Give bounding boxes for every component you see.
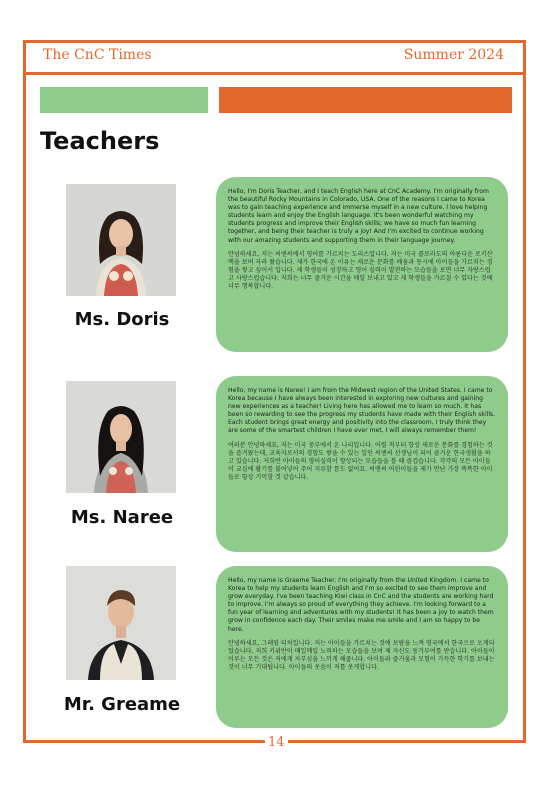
bio-english: Hello, I'm Doris Teacher, and I teach English here at CnC Academy. I'm originally from the beautiful Rocky Mountains in Colorado, USA. One of the reasons I came to Korea was to gain teaching experience and immerse myself in a new culture. I love helping students learn and enjoy the English language. It's been wonderful watching my students progress and improve their English skills; we have so much fun learning together, and being their teacher is truly a joy! And I'm excited to continue working with our amazing students and supporting them in their language journey. xyxy=(228,188,489,244)
bio-english: Hello, my name is Graeme Teacher. I'm originally from the United Kingdom. I came to Korea to help my students learn English and I'm so excited to see them improve and grow everyday. I've been teaching Kiwi class in CnC and the students are working hard to improve. I'm always so proud of everything they achieve. I'm looking forward to a fun year of learning and adventures with my students! It has been a joy to watch them grow in confidence each day. Their smiles make me smile and I am so happy to be here. xyxy=(228,577,494,633)
green-accent-bar xyxy=(40,87,208,113)
teacher-photo-doris xyxy=(66,184,176,296)
teacher-photo-greame xyxy=(66,566,176,680)
teacher-name: Mr. Greame xyxy=(63,694,181,715)
teacher-bio-bubble xyxy=(216,376,508,552)
teacher-photo-naree xyxy=(66,381,176,493)
teacher-bio-bubble xyxy=(216,566,508,728)
bio-korean: 여러분 안녕하세요, 저는 미국 중부에서 온 나리입니다. 어릴 적부터 항상 새로운 문화를 경험하는 것을 즐겨왔는데, 교육자로서의 경험도 쌓을 수 있는 일인 씨앤씨 선생님이 되어 즐거운 한국생활을 하고 있습니다. 저희반 아이들의 영어실력이 향상되는 모습들을 볼 때 즐겁습니다. 각각의 모든 아이들이 교실에 활기를 불어넣어 주어 지루할 틈도 없어요. 씨앤씨 어린이들을 제가 만난 가장 똑똑한 아이들로 항상 기억할 것 같습니다. xyxy=(228,441,493,481)
teacher-bio-bubble xyxy=(216,177,508,352)
bio-korean: 안녕하세요, 그레임 티처입니다. 저는 아이들을 가르치는 것에 보람을 느껴 영국에서 한국으로 오게되었습니다. 저희 키위반이 매일매일 노력하는 모습들을 보며 제 자신도 동기부여를 받습니다. 아이들이 이루는 모든 것은 저에게 자부심을 느끼게 해줍니다. 아이들과 즐거움과 모험이 가득한 학기를 보내는 것이 너무 기대됩니다. 아이들의 웃음이 저를 웃게합니다. xyxy=(228,639,495,671)
teacher-name: Ms. Naree xyxy=(70,507,174,528)
header-rule xyxy=(23,72,526,75)
bio-english: Hello, my name is Naree! I am from the Midwest region of the United States. I came to Korea because I have always been interested in exploring new cultures and gaining new experiences as a teacher! Living here has allowed me to learn so much. It has been so rewarding to see the progress my students have made with their English skills. Each student brings great energy and positivity into the classroom, I truly think they are some of the smartest children I have ever met, I will always remember them! xyxy=(228,387,496,435)
page-number: 14 xyxy=(265,735,288,750)
orange-accent-bar xyxy=(219,87,512,113)
bio-korean: 안녕하세요, 저는 씨앤씨에서 영어를 가르치는 도리스입니다. 저는 미국 콜로라도의 아름다운 로키산맥을 보며 자라 왔습니다. 제가 한국에 온 이유는 새로운 문화를 배움과 동시에 아이들을 가르치는 경험을 쌓고 싶어서 입니다. 제 학생들이 성장하고 영어 실력이 발전하는 모습들을 보면 너무 자랑스럽고 사랑스럽습니다. 저희는 너무 즐거운 시간을 매일 보내고 있고 제 학생들을 가르칠 수 있다는 것에 너무 행복합니다. xyxy=(228,250,493,291)
teacher-name: Ms. Doris xyxy=(74,309,170,330)
section-title: Teachers xyxy=(40,127,160,155)
issue-season: Summer 2024 xyxy=(403,47,504,63)
newsletter-title: The CnC Times xyxy=(43,47,152,63)
